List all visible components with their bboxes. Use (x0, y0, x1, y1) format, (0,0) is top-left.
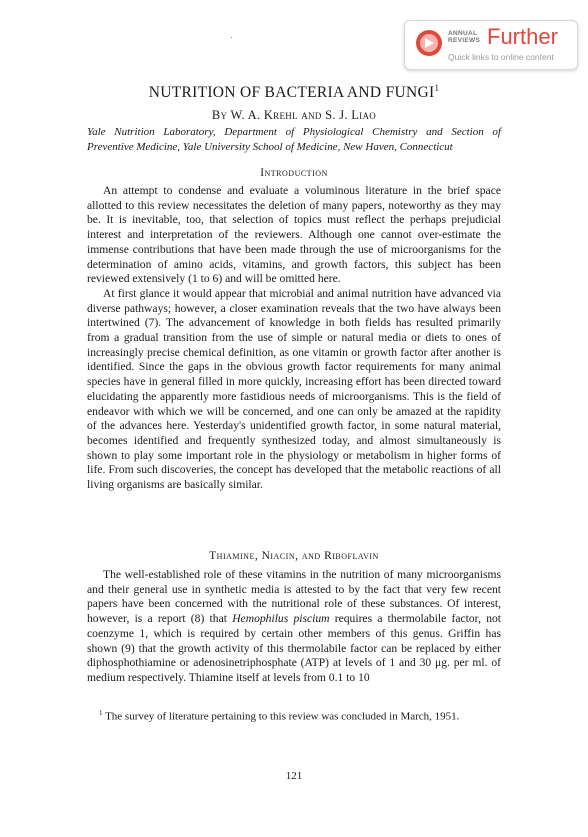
thiamine-body (87, 568, 501, 686)
footnote (87, 706, 501, 724)
title-footnote-mark[interactable]: 1 (434, 83, 440, 93)
affiliation (87, 125, 501, 154)
further-badge[interactable] (404, 20, 578, 70)
page-number: 121 (285, 770, 303, 782)
affiliation-line-2: Preventive Medicine, Yale University School of Medicine, New Haven, Connecticut (87, 140, 453, 153)
badge-subtitle: Quick links to online content (448, 52, 554, 62)
speck (231, 37, 232, 38)
thiamine-paragraph-1: The well-established role of these vitamins in the nutrition of many microorganisms and their general use in synthetic media is attested to by the fact that very few recent papers have been concerned with the nutritional role of these substances. Of interest, however, is a report (8) that Hemophilus piscium requires a thermolabile factor, not coenzyme 1, which is required by certain other members of this genus. Griffin has shown (9) that the growth activity of this thermolabile factor can be replaced by either diphosphothiamine or adenosinetriphosphate (ATP) at levels of 1 and 30 μg. per ml. of medium respectively. Thiamine itself at levels from 0.1 to 10 (87, 568, 502, 684)
section-heading-thiamine: Thiamine, Niacin, and Riboflavin (209, 550, 379, 562)
section-heading-introduction: Introduction (260, 167, 328, 179)
species-name: Hemophilus piscium (232, 612, 330, 626)
intro-paragraph-1: An attempt to condense and evaluate a voluminous literature in the brief space allotted to this review necessitates the deletion of many papers, noteworthy as they may be. It is inevitable, too, that selection of topics must reflect the perhaps prejudicial interest and interpretation of the reviewers. Although one cannot over-estimate the immense contributions that have been made through the use of microorganisms for the determination of amino acids, vitamins, and growth factors, this subject has been reviewed extensively (1 to 6) and will be omitted here. (87, 184, 501, 286)
introduction-body (87, 184, 501, 493)
footnote-mark: 1 (99, 709, 103, 717)
affiliation-line-1: Yale Nutrition Laboratory, Department of Physiological Chemistry and Section of (87, 126, 501, 138)
article-title: NUTRITION OF BACTERIA AND FUNGI$^1$ (148, 83, 440, 101)
footnote-text: The survey of literature pertaining to this review was concluded in March, 1951. (105, 710, 460, 723)
badge-title: Further (487, 24, 558, 49)
annual-reviews-logo-icon (415, 29, 443, 57)
authors: By W. A. Krehl and S. J. Liao (211, 108, 377, 122)
intro-paragraph-2: At first glance it would appear that microbial and animal nutrition have advanced via diverse pathways; however, a closer examination reveals that the two have always been intertwined (7). The advancement of knowledge in both fields has resulted primarily from a gradual transition from the use of simple or natural media or diets to ones of increasingly precise chemical definition, as one vitamin or growth factor after another is identified. Since the gaps in the obvious growth factor requirements for many animal species have in general filled in more quickly, increasing effort has been directed toward elucidating the apparently more fastidious needs of microorganisms. This is the field of endeavor with which we will be concerned, and one can only be amazed at the rapidity of the advances here. Yesterday's unidentified growth factor, in some natural material, becomes identified and frequently synthesized today, and almost simultaneously is shown to play some important role in the physiology or metabolism in higher forms of life. From such discoveries, the concept has developed that the metabolic reactions of all living organisms are basically similar. (87, 286, 501, 492)
badge-publisher: ANNUAL REVIEWS (448, 30, 481, 44)
